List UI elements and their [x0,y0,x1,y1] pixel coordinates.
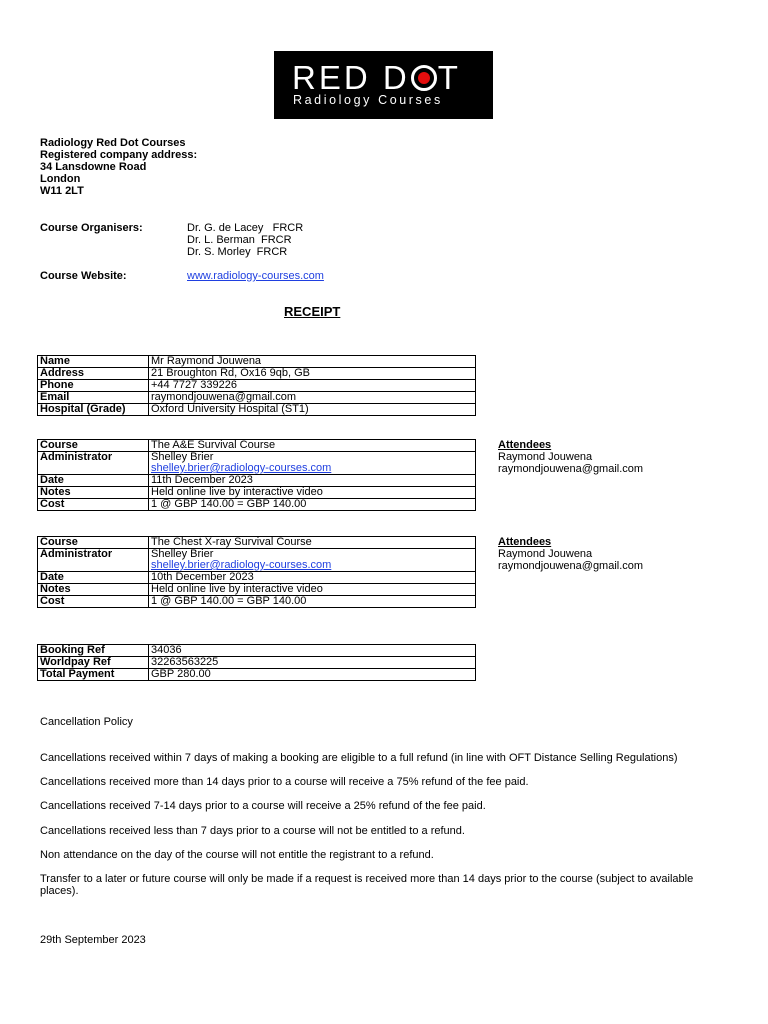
table-row [38,487,476,499]
policy-item: Cancellations received within 7 days of making a booking are eligible to a full refund (in line with OFT Distance Selling Regulations) [40,752,678,764]
company-line: 34 Lansdowne Road [40,161,147,173]
row-key: Booking Ref [38,645,149,657]
row-key: Name [38,356,149,368]
row-key: Administrator [38,549,149,561]
website-label: Course Website: [40,270,127,282]
row-key: Notes [38,487,149,499]
logo-text-b: T [437,59,461,96]
website-link[interactable]: www.radiology-courses.com [187,270,324,282]
admin-name: Shelley Brier [149,452,476,464]
table-row [38,356,476,368]
policy-item: Non attendance on the day of the course will not entitle the registrant to a refund. [40,849,434,861]
customer-table [37,355,476,416]
company-line: Radiology Red Dot Courses [40,137,186,149]
table-row [38,572,476,584]
red-dot-icon [411,65,437,91]
course-notes: Held online live by interactive video [149,584,476,596]
attendees-block-1 [498,439,643,475]
table-row [38,463,476,475]
row-value: Oxford University Hospital (ST1) [149,404,476,416]
course-cost: 1 @ GBP 140.00 = GBP 140.00 [149,596,476,608]
row-key: Cost [38,596,149,608]
receipt-date: 29th September 2023 [40,934,146,946]
admin-email-link[interactable]: shelley.brier@radiology-courses.com [151,559,332,571]
company-line: London [40,173,81,185]
row-key: Worldpay Ref [38,657,149,669]
row-key: Cost [38,499,149,511]
table-row [38,380,476,392]
course-cost: 1 @ GBP 140.00 = GBP 140.00 [149,499,476,511]
table-row [38,475,476,487]
row-key: Hospital (Grade) [38,404,149,416]
table-row [38,657,476,669]
table-row [38,440,476,452]
row-key: Course [38,537,149,549]
organiser-name: Dr. S. Morley FRCR [187,246,288,258]
company-address [40,137,197,197]
policy-item: Cancellations received more than 14 days prior to a course will receive a 75% refund of the fee paid. [40,776,529,788]
course-date: 11th December 2023 [149,475,476,487]
organisers-list [187,222,303,258]
admin-name: Shelley Brier [149,549,476,561]
row-value: Mr Raymond Jouwena [149,356,476,368]
organiser-name: Dr. L. Berman FRCR [187,234,292,246]
company-line: W11 2LT [40,185,84,197]
row-key: Date [38,572,149,584]
course-table-2 [37,536,476,608]
payment-table [37,644,476,681]
table-row [38,560,476,572]
row-value: GBP 280.00 [149,669,476,681]
row-key: Date [38,475,149,487]
policy-item: Cancellations received 7-14 days prior to a course will receive a 25% refund of the fee paid. [40,800,486,812]
course-notes: Held online live by interactive video [149,487,476,499]
row-value: +44 7727 339226 [149,380,476,392]
attendee-name: Raymond Jouwena [498,451,593,463]
attendees-label: Attendees [498,536,552,548]
row-value: 32263563225 [149,657,476,669]
row-key: Course [38,440,149,452]
logo-subtitle: Radiology Courses [293,93,443,107]
course-title: The A&E Survival Course [149,440,476,452]
row-key: Administrator [38,452,149,464]
table-row [38,669,476,681]
organiser-name: Dr. G. de Lacey FRCR [187,222,304,234]
attendees-label: Attendees [498,439,552,451]
logo-text-a: RED D [292,59,410,96]
policy-item: Cancellations received less than 7 days prior to a course will not be entitled to a refund. [40,825,465,837]
row-key [38,463,149,475]
table-row [38,584,476,596]
policy-item: Transfer to a later or future course will only be made if a request is received more than 14 days prior to the course (subject to available places). [40,873,694,897]
red-dot-logo [274,51,493,119]
table-row [38,645,476,657]
row-key: Address [38,368,149,380]
row-key: Notes [38,584,149,596]
row-value: 34036 [149,645,476,657]
cancellation-title: Cancellation Policy [40,716,133,728]
admin-email-link[interactable]: shelley.brier@radiology-courses.com [151,462,332,474]
table-row [38,537,476,549]
receipt-heading: RECEIPT [284,304,341,319]
row-value: raymondjouwena@gmail.com [149,392,476,404]
table-row [38,368,476,380]
table-row [38,499,476,511]
table-row [38,392,476,404]
row-key [38,560,149,572]
row-key: Total Payment [38,669,149,681]
table-row [38,596,476,608]
organisers-label: Course Organisers: [40,222,143,234]
row-key: Email [38,392,149,404]
company-line: Registered company address: [40,149,198,161]
attendees-block-2 [498,536,643,572]
course-date: 10th December 2023 [149,572,476,584]
row-key: Phone [38,380,149,392]
row-value: 21 Broughton Rd, Ox16 9qb, GB [149,368,476,380]
course-title: The Chest X-ray Survival Course [149,537,476,549]
attendee-name: Raymond Jouwena [498,548,593,560]
table-row [38,404,476,416]
course-table-1 [37,439,476,511]
attendee-email: raymondjouwena@gmail.com [498,560,644,572]
attendee-email: raymondjouwena@gmail.com [498,463,644,475]
